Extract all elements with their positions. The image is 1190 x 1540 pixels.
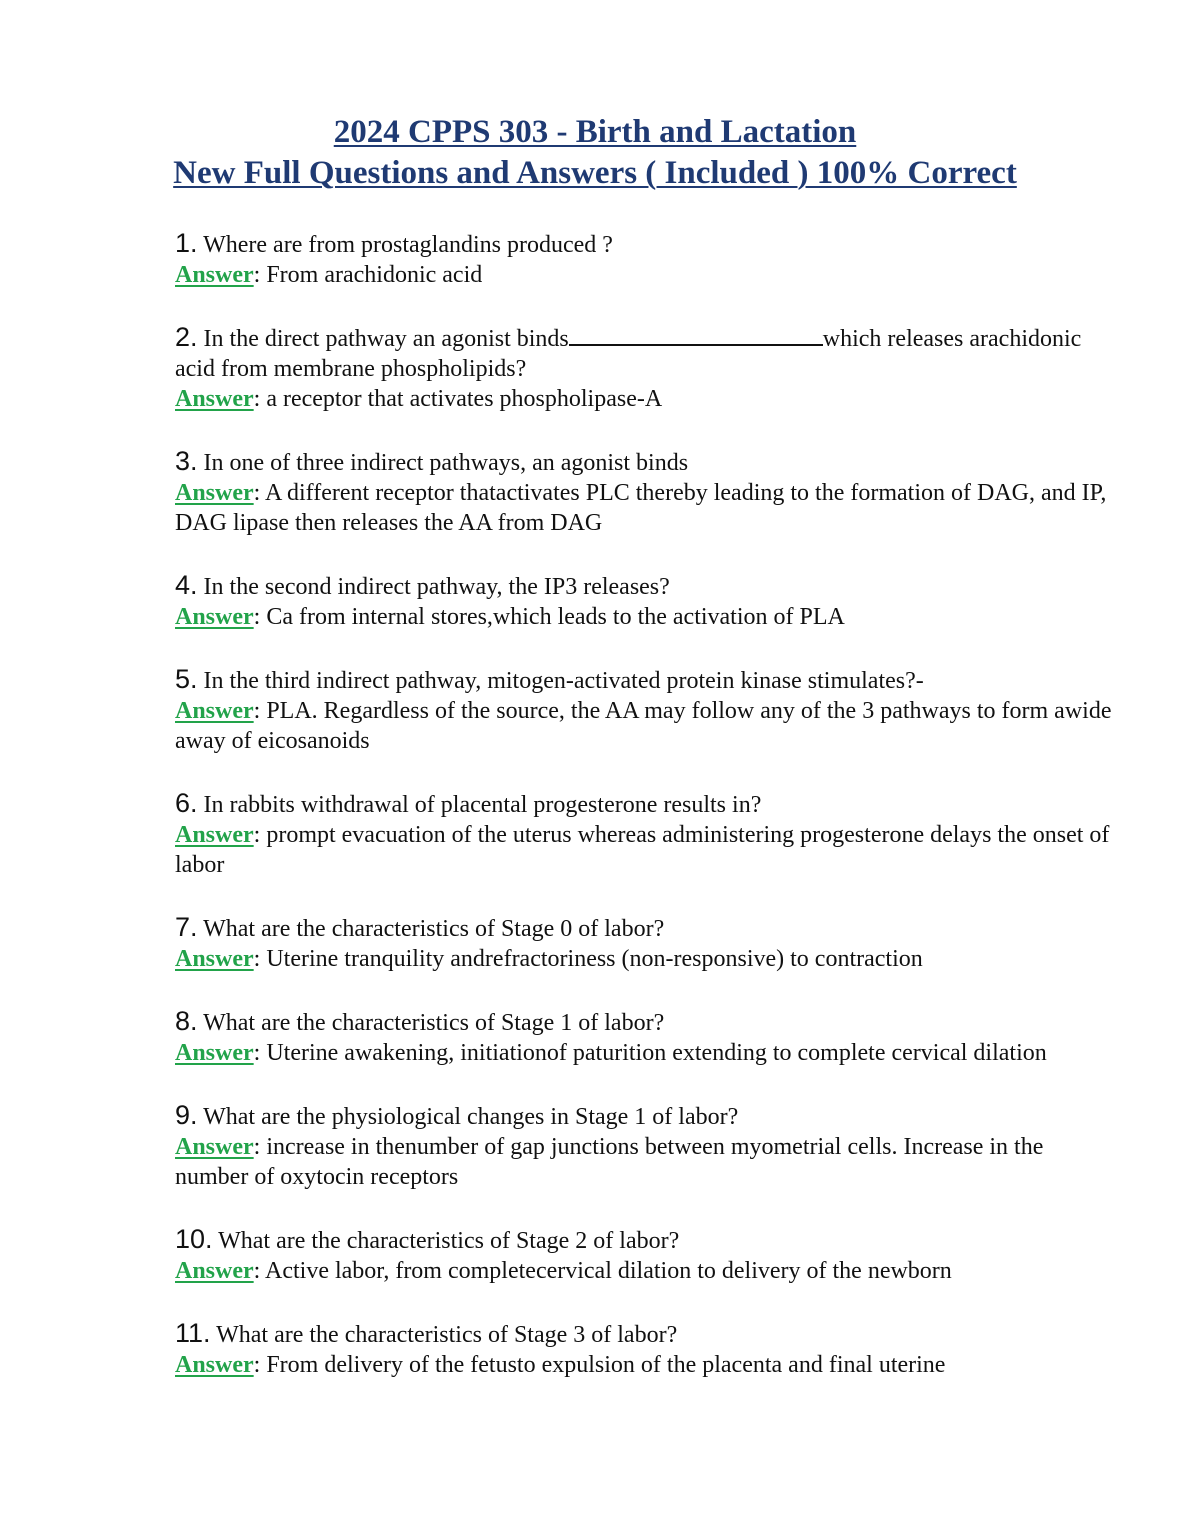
question-text: What are the characteristics of Stage 3 of labor? — [216, 1322, 678, 1348]
question — [175, 1100, 1115, 1132]
question-number: 4. — [175, 570, 198, 600]
question-number: 2. — [175, 322, 198, 352]
answer-label: Answer — [175, 604, 254, 630]
answer-label: Answer — [175, 946, 254, 972]
answer-text: : prompt evacuation of the uterus whereas administering progesterone delays the onset of labor — [175, 822, 1110, 878]
title-line-2: New Full Questions and Answers ( Included ) 100% Correct — [173, 155, 1017, 191]
answer — [175, 1132, 1115, 1192]
fill-in-blank — [569, 324, 823, 346]
answer-text: : A different receptor thatactivates PLC thereby leading to the formation of DAG, and IP, DAG lipase then releases the AA from DAG — [175, 480, 1107, 536]
question-number: 7. — [175, 912, 198, 942]
answer-label: Answer — [175, 1352, 254, 1378]
answer-label: Answer — [175, 1258, 254, 1284]
qa-item-4 — [175, 570, 1115, 632]
question-text: In one of three indirect pathways, an agonist binds — [203, 450, 689, 476]
answer-label: Answer — [175, 480, 254, 506]
answer — [175, 384, 1115, 414]
qa-list — [175, 228, 1115, 1412]
answer-label: Answer — [175, 822, 254, 848]
qa-item-1 — [175, 228, 1115, 290]
question-text-before: In the direct pathway an agonist binds — [203, 326, 569, 352]
answer — [175, 260, 1115, 290]
question-text: In the second indirect pathway, the IP3 releases? — [203, 574, 670, 600]
question — [175, 912, 1115, 944]
answer — [175, 1038, 1115, 1068]
answer-label: Answer — [175, 1134, 254, 1160]
qa-item-9 — [175, 1100, 1115, 1192]
answer-text: : Ca from internal stores,which leads to the activation of PLA — [253, 604, 845, 630]
answer — [175, 602, 1115, 632]
question — [175, 322, 1115, 384]
question-number: 10. — [175, 1224, 213, 1254]
answer — [175, 820, 1115, 880]
question — [175, 788, 1115, 820]
qa-item-8 — [175, 1006, 1115, 1068]
question-number: 9. — [175, 1100, 198, 1130]
answer — [175, 1256, 1115, 1286]
answer-text: : Uterine tranquility andrefractoriness (non-responsive) to contraction — [253, 946, 923, 972]
question-text: Where are from prostaglandins produced ? — [203, 232, 613, 258]
question — [175, 446, 1115, 478]
answer-label: Answer — [175, 262, 254, 288]
qa-item-5 — [175, 664, 1115, 756]
answer — [175, 944, 1115, 974]
question — [175, 228, 1115, 260]
question-number: 5. — [175, 664, 198, 694]
question — [175, 1318, 1115, 1350]
question-text: What are the characteristics of Stage 2 of labor? — [218, 1228, 680, 1254]
qa-item-6 — [175, 788, 1115, 880]
document-title — [0, 112, 1190, 194]
question — [175, 570, 1115, 602]
answer — [175, 478, 1115, 538]
question-text: In rabbits withdrawal of placental progesterone results in? — [203, 792, 762, 818]
answer-text: : PLA. Regardless of the source, the AA may follow any of the 3 pathways to form awide away of eicosanoids — [175, 698, 1112, 754]
answer-label: Answer — [175, 386, 254, 412]
question-number: 6. — [175, 788, 198, 818]
answer-text: : a receptor that activates phospholipase-A — [253, 386, 663, 412]
question-text-after: which releases arachidonic acid from membrane phospholipids? — [175, 326, 1082, 382]
question-number: 3. — [175, 446, 198, 476]
question-text: What are the physiological changes in Stage 1 of labor? — [203, 1104, 739, 1130]
question-number: 8. — [175, 1006, 198, 1036]
question-text: In the third indirect pathway, mitogen-activated protein kinase stimulates?- — [203, 668, 924, 694]
qa-item-10 — [175, 1224, 1115, 1286]
answer — [175, 696, 1115, 756]
title-line-1: 2024 CPPS 303 - Birth and Lactation — [333, 114, 857, 150]
question — [175, 664, 1115, 696]
question-text: What are the characteristics of Stage 1 of labor? — [203, 1010, 665, 1036]
answer-text: : increase in thenumber of gap junctions between myometrial cells. Increase in the number of oxytocin receptors — [175, 1134, 1044, 1190]
question — [175, 1006, 1115, 1038]
question-number: 1. — [175, 228, 198, 258]
answer-label: Answer — [175, 698, 254, 724]
question-text: What are the characteristics of Stage 0 of labor? — [203, 916, 665, 942]
qa-item-2 — [175, 322, 1115, 414]
answer-text: : Active labor, from completecervical dilation to delivery of the newborn — [253, 1258, 952, 1284]
answer-label: Answer — [175, 1040, 254, 1066]
question-number: 11. — [175, 1318, 211, 1348]
answer-text: : Uterine awakening, initiationof paturition extending to complete cervical dilation — [253, 1040, 1047, 1066]
qa-item-11 — [175, 1318, 1115, 1380]
qa-item-7 — [175, 912, 1115, 974]
answer — [175, 1350, 1115, 1380]
question — [175, 1224, 1115, 1256]
answer-text: : From arachidonic acid — [253, 262, 483, 288]
answer-text: : From delivery of the fetusto expulsion of the placenta and final uterine — [253, 1352, 946, 1378]
qa-item-3 — [175, 446, 1115, 538]
